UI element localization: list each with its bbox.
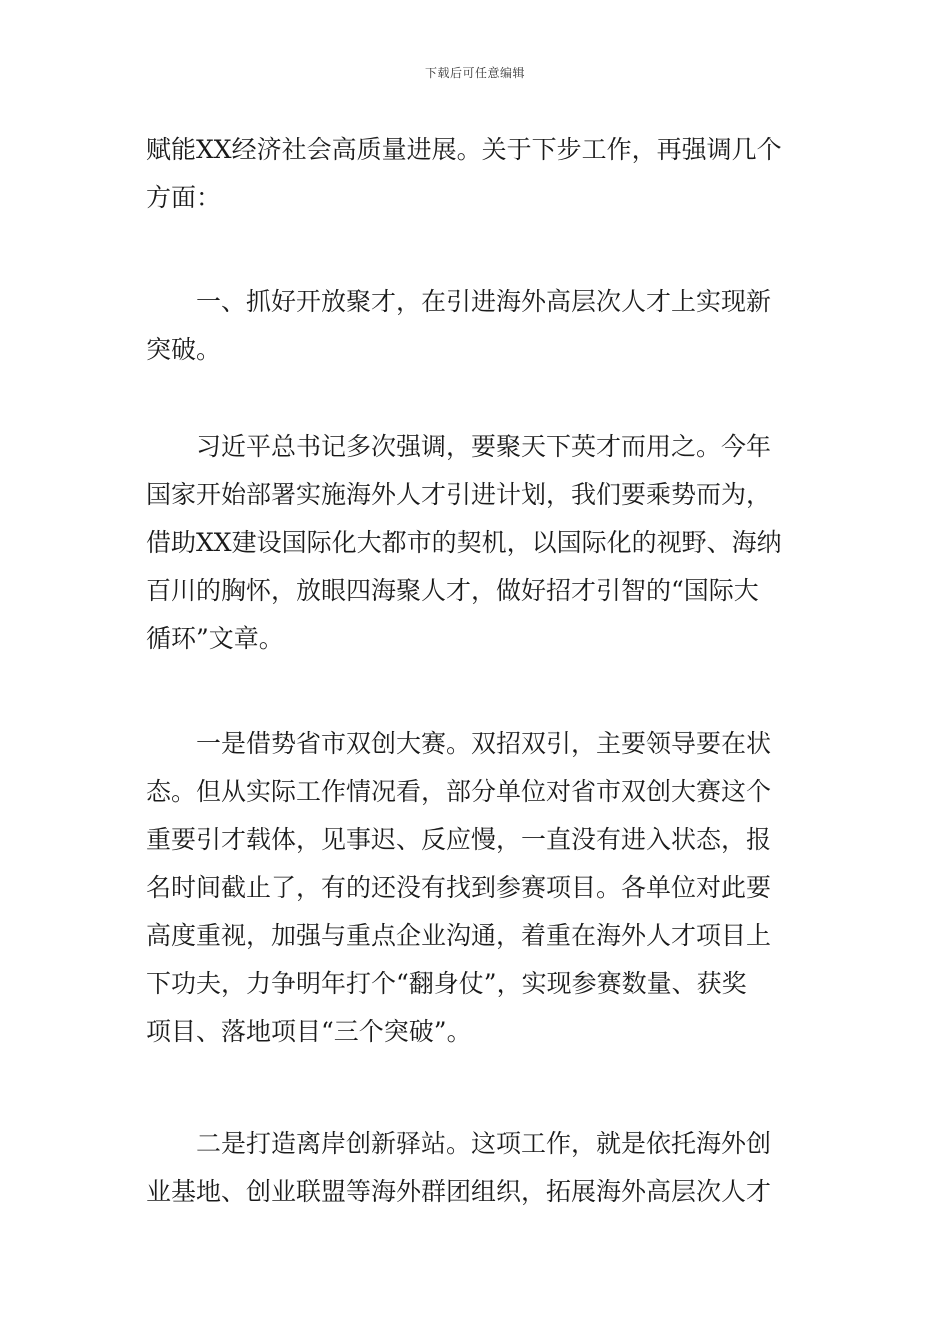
paragraph-line: 一、抓好开放聚才，在引进海外高层次人才上实现新 — [146, 287, 772, 316]
paragraph-line: 突破。 — [146, 335, 222, 364]
paragraph-5 — [146, 1120, 808, 1216]
paragraph-line: 二是打造离岸创新驿站。这项工作，就是依托海外创 — [146, 1129, 772, 1158]
paragraph-line: 业基地、创业联盟等海外群团组织，拓展海外高层次人才 — [146, 1177, 772, 1206]
paragraph-line: 重要引才载体，见事迟、反应慢，一直没有进入状态，报 — [146, 825, 772, 854]
paragraph-line: 态。但从实际工作情况看，部分单位对省市双创大赛这个 — [146, 777, 772, 806]
paragraph-line: 借助XX建设国际化大都市的契机，以国际化的视野、海纳 — [146, 528, 782, 557]
paragraph-line: 高度重视，加强与重点企业沟通，着重在海外人才项目上 — [146, 921, 772, 950]
paragraph-line: 习近平总书记多次强调，要聚天下英才而用之。今年 — [146, 432, 772, 461]
paragraph-line: 方面： — [146, 183, 222, 212]
paragraph-line: 下功夫，力争明年打个“翻身仗”，实现参赛数量、获奖 — [146, 969, 747, 998]
paragraph-3 — [146, 423, 808, 663]
paragraph-line: 循环”文章。 — [146, 624, 284, 653]
paragraph-line: 一是借势省市双创大赛。双招双引，主要领导要在状 — [146, 729, 772, 758]
paragraph-1 — [146, 126, 808, 222]
paragraph-2 — [146, 278, 808, 374]
paragraph-line: 国家开始部署实施海外人才引进计划，我们要乘势而为， — [146, 480, 772, 509]
paragraph-line: 百川的胸怀，放眼四海聚人才，做好招才引智的“国际大 — [146, 576, 759, 605]
paragraph-4 — [146, 720, 808, 1056]
page-header: 下载后可任意编辑 — [424, 66, 525, 80]
paragraph-line: 赋能XX经济社会高质量进展。关于下步工作，再强调几个 — [146, 135, 782, 164]
paragraph-line: 项目、落地项目“三个突破”。 — [146, 1017, 472, 1046]
paragraph-line: 名时间截止了，有的还没有找到参赛项目。各单位对此要 — [146, 873, 772, 902]
